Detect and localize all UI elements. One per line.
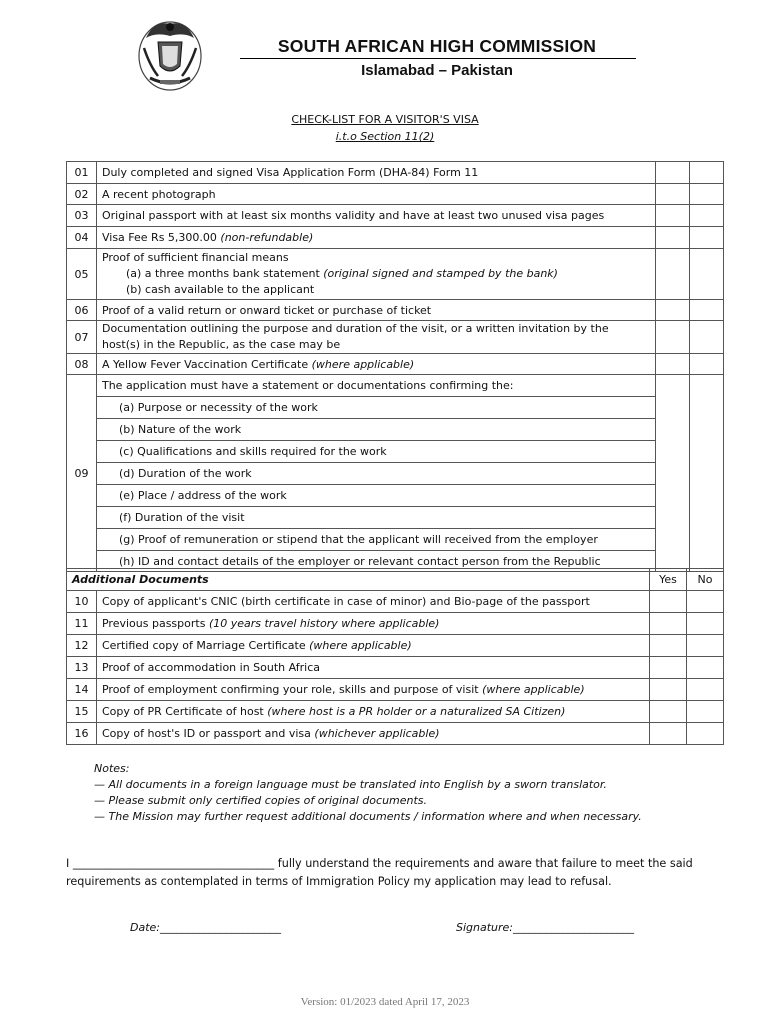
item-text: Original passport with at least six months validity and have at least two unused visa pages	[96, 205, 655, 227]
item-text-main: Previous passports	[101, 617, 209, 630]
no-column-header: No	[687, 569, 724, 591]
sub-item: (f) Duration of the visit	[96, 507, 655, 529]
sub-item: (d) Duration of the work	[96, 463, 655, 485]
notes-heading: Notes:	[94, 762, 130, 775]
table-row	[67, 723, 724, 745]
item-text	[96, 227, 655, 249]
checklist-subtitle: i.t.o Section 11(2)	[335, 130, 435, 143]
sub-item: (g) Proof of remuneration or stipend that the applicant will received from the employer	[96, 529, 655, 551]
table-row	[67, 375, 724, 397]
check-cell[interactable]	[690, 300, 724, 321]
item-number: 02	[67, 184, 97, 205]
item-note: (where applicable)	[309, 639, 412, 652]
item-text	[96, 635, 649, 657]
check-cell[interactable]	[656, 205, 690, 227]
table-row	[67, 679, 724, 701]
sub-item: (a) Purpose or necessity of the work	[96, 397, 655, 419]
item-number: 01	[67, 162, 97, 184]
table-row	[67, 162, 724, 184]
sub-item-text: (a) a three months bank statement	[125, 267, 324, 280]
table-header-row	[67, 569, 724, 591]
table-row	[67, 354, 724, 375]
check-cell[interactable]	[656, 227, 690, 249]
table-row	[67, 184, 724, 205]
check-cell[interactable]	[690, 162, 724, 184]
yes-check-cell[interactable]	[650, 701, 687, 723]
table-row	[67, 635, 724, 657]
item-text: Proof of a valid return or onward ticket or purchase of ticket	[96, 300, 655, 321]
item-note: (where applicable)	[482, 683, 585, 696]
checklist-title: CHECK-LIST FOR A VISITOR'S VISA	[291, 113, 479, 126]
item-number: 07	[67, 321, 97, 354]
item-text-main: A Yellow Fever Vaccination Certificate	[101, 357, 312, 371]
item-text: Duly completed and signed Visa Application Form (DHA-84) Form 11	[96, 162, 655, 184]
sub-row	[67, 397, 724, 419]
sub-row	[67, 419, 724, 441]
table-row	[67, 227, 724, 249]
yes-check-cell[interactable]	[650, 635, 687, 657]
item-text-main: Copy of PR Certificate of host	[101, 705, 268, 718]
yes-check-cell[interactable]	[650, 723, 687, 745]
sub-item: (b) Nature of the work	[96, 419, 655, 441]
item-number: 11	[67, 613, 97, 635]
item-text	[96, 613, 649, 635]
check-cell[interactable]	[690, 375, 724, 572]
item-text	[96, 591, 649, 613]
sub-item: (e) Place / address of the work	[96, 485, 655, 507]
yes-check-cell[interactable]	[650, 679, 687, 701]
coat-of-arms-icon	[136, 16, 204, 92]
check-cell[interactable]	[656, 249, 690, 300]
check-cell[interactable]	[690, 184, 724, 205]
no-check-cell[interactable]	[687, 679, 724, 701]
additional-documents-table	[66, 568, 724, 745]
table-row	[67, 701, 724, 723]
check-cell[interactable]	[656, 354, 690, 375]
item-number: 06	[67, 300, 97, 321]
check-cell[interactable]	[656, 375, 690, 572]
note-line: — The Mission may further request additional documents / information where and when necessary.	[94, 810, 642, 823]
item-text-main: Certified copy of Marriage Certificate	[101, 639, 310, 652]
table-row	[67, 321, 724, 354]
item-text: A recent photograph	[96, 184, 655, 205]
item-text-main: Proof of employment confirming your role, skills and purpose of visit	[101, 683, 483, 696]
item-number: 14	[67, 679, 97, 701]
check-cell[interactable]	[656, 184, 690, 205]
no-check-cell[interactable]	[687, 701, 724, 723]
check-cell[interactable]	[656, 162, 690, 184]
sub-item: (c) Qualifications and skills required for the work	[96, 441, 655, 463]
table-row	[67, 657, 724, 679]
item-text	[96, 679, 649, 701]
yes-check-cell[interactable]	[650, 657, 687, 679]
item-text	[96, 723, 649, 745]
version-footer: Version: 01/2023 dated April 17, 2023	[300, 996, 470, 1008]
item-text-main: Visa Fee Rs 5,300.00	[101, 231, 221, 244]
check-cell[interactable]	[690, 227, 724, 249]
item-text-main: Proof of accommodation in South Africa	[101, 661, 321, 674]
declaration-text: I ____________________________________ fully understand the requirements and aware that failure to meet the said requirements as contemplated in terms of Immigration Policy my application may lead to refusal.	[66, 857, 693, 888]
date-field[interactable]: Date:______________________	[130, 921, 281, 934]
item-number: 10	[67, 591, 97, 613]
table-row	[67, 591, 724, 613]
item-note: (10 years travel history where applicable)	[208, 617, 440, 630]
check-cell[interactable]	[690, 354, 724, 375]
table-row	[67, 249, 724, 300]
sub-row	[67, 507, 724, 529]
table-row	[67, 205, 724, 227]
no-check-cell[interactable]	[687, 635, 724, 657]
yes-check-cell[interactable]	[650, 613, 687, 635]
table-row	[67, 613, 724, 635]
checklist-table	[66, 161, 724, 572]
sub-row	[67, 485, 724, 507]
check-cell[interactable]	[690, 205, 724, 227]
item-text	[96, 354, 655, 375]
no-check-cell[interactable]	[687, 723, 724, 745]
check-cell[interactable]	[656, 300, 690, 321]
item-text-main: Proof of sufficient financial means	[101, 251, 289, 264]
location-subtitle: Islamabad – Pakistan	[361, 62, 513, 79]
item-note: (whichever applicable)	[314, 727, 440, 740]
check-cell[interactable]	[656, 321, 690, 354]
item-number: 16	[67, 723, 97, 745]
no-check-cell[interactable]	[687, 657, 724, 679]
item-number: 04	[67, 227, 97, 249]
item-number: 08	[67, 354, 97, 375]
sub-item-note: (original signed and stamped by the bank)	[323, 267, 558, 280]
table-row	[67, 300, 724, 321]
no-check-cell[interactable]	[687, 613, 724, 635]
item-note: (non-refundable)	[220, 231, 314, 244]
item-text: The application must have a statement or documentations confirming the:	[96, 375, 655, 397]
sub-row	[67, 441, 724, 463]
item-text	[96, 701, 649, 723]
signature-field[interactable]: Signature:______________________	[456, 921, 635, 934]
item-text-main: Copy of host's ID or passport and visa	[101, 727, 315, 740]
yes-check-cell[interactable]	[650, 591, 687, 613]
check-cell[interactable]	[690, 321, 724, 354]
high-commission-title: SOUTH AFRICAN HIGH COMMISSION	[277, 36, 597, 56]
no-check-cell[interactable]	[687, 591, 724, 613]
item-text: Documentation outlining the purpose and duration of the visit, or a written invitation by the host(s) in the Republic, as the case may be	[96, 321, 655, 354]
sub-row	[67, 463, 724, 485]
item-number: 15	[67, 701, 97, 723]
notes-section	[94, 761, 642, 825]
item-number: 03	[67, 205, 97, 227]
yes-column-header: Yes	[650, 569, 687, 591]
sub-item-a	[102, 266, 650, 282]
header-rule	[240, 58, 636, 59]
note-line: — All documents in a foreign language must be translated into English by a sworn translator.	[94, 778, 607, 791]
sub-item-b: (b) cash available to the applicant	[125, 283, 315, 296]
item-number: 13	[67, 657, 97, 679]
sub-row	[67, 529, 724, 551]
item-text	[96, 657, 649, 679]
item-text	[96, 249, 655, 300]
item-number: 12	[67, 635, 97, 657]
item-note: (where applicable)	[311, 357, 415, 371]
item-number: 09	[67, 375, 97, 572]
sub-item: (h) ID and contact details of the employer or relevant contact person from the Republic	[96, 551, 655, 572]
note-line: — Please submit only certified copies of original documents.	[94, 794, 428, 807]
additional-documents-heading: Additional Documents	[67, 569, 650, 591]
item-text-main: Copy of applicant's CNIC (birth certificate in case of minor) and Bio-page of the passport	[101, 595, 590, 608]
check-cell[interactable]	[690, 249, 724, 300]
item-note: (where host is a PR holder or a naturalized SA Citizen)	[267, 705, 566, 718]
item-number: 05	[67, 249, 97, 300]
